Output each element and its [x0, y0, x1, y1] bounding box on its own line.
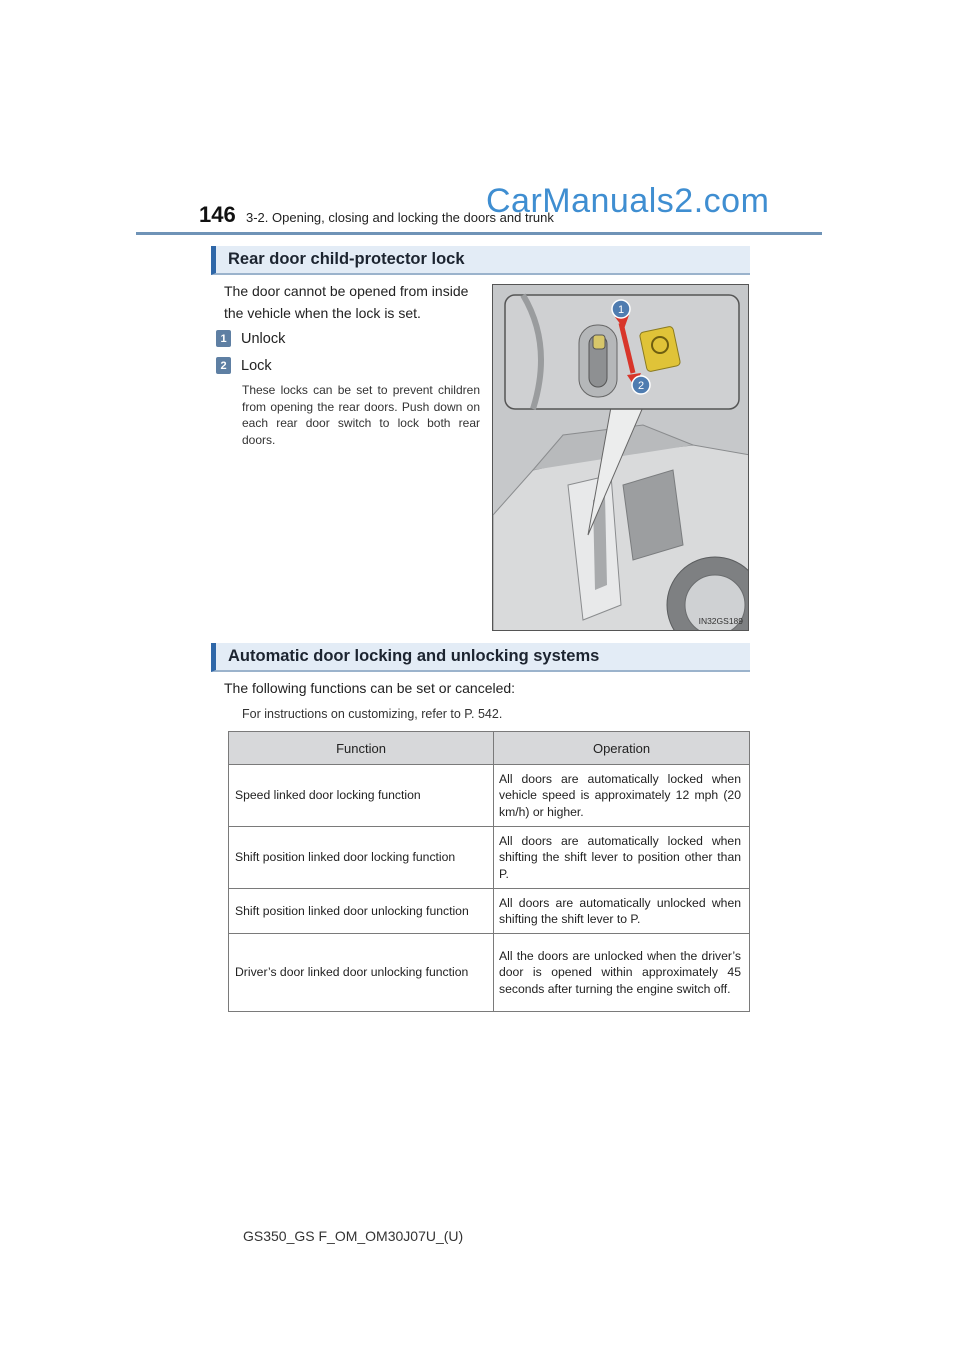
function-cell: Shift position linked door locking function: [229, 827, 494, 889]
list-item-lock: [216, 357, 272, 374]
operation-cell: All the doors are unlocked when the driver’s door is opened within approximately 45 seconds after turning the engine switch off.: [494, 934, 750, 1012]
child-lock-illustration: [492, 284, 749, 631]
header-function: Function: [229, 732, 494, 765]
functions-table: [228, 731, 750, 1012]
chapter-title: 3-2. Opening, closing and locking the doors and trunk: [246, 210, 554, 225]
child-lock-intro: The door cannot be opened from inside the vehicle when the lock is set.: [224, 283, 469, 321]
watermark: CarManuals2.com: [486, 182, 770, 220]
list-item-unlock: [216, 330, 285, 347]
function-cell: Shift position linked door unlocking function: [229, 889, 494, 934]
section-header-auto-lock: Automatic door locking and unlocking systems: [211, 643, 750, 672]
function-cell: Driver’s door linked door unlocking function: [229, 934, 494, 1012]
page-number: 146: [199, 202, 236, 227]
child-lock-note: These locks can be set to prevent children from opening the rear doors. Push down on each rear door switch to lock both rear doors.: [242, 383, 480, 447]
callout-1-label: 1: [617, 304, 625, 316]
operation-cell: All doors are automatically unlocked when shifting the shift lever to P.: [494, 889, 750, 934]
function-cell: Speed linked door locking function: [229, 765, 494, 827]
item-label-lock: Lock: [241, 357, 272, 374]
item-marker-1: 1: [216, 330, 231, 347]
callout-2-label: 2: [637, 380, 645, 392]
operation-cell: All doors are automatically locked when shifting the shift lever to position other than P.: [494, 827, 750, 889]
table-row: [229, 765, 750, 827]
section-header-child-lock: Rear door child-protector lock: [211, 246, 750, 275]
car-door-drawing: [493, 285, 749, 631]
header-operation: Operation: [494, 732, 750, 765]
table-row: [229, 827, 750, 889]
auto-lock-intro: The following functions can be set or canceled:: [224, 680, 516, 696]
table-row: [229, 889, 750, 934]
header-rule: [136, 232, 822, 235]
item-marker-2: 2: [216, 357, 231, 374]
customize-note: For instructions on customizing, refer to P. 542.: [242, 707, 503, 721]
table-row: [229, 934, 750, 1012]
item-label-unlock: Unlock: [241, 330, 286, 347]
illustration-code: IN32GS189: [698, 616, 743, 626]
document-code: GS350_GS F_OM_OM30J07U_(U): [243, 1228, 464, 1244]
operation-cell: All doors are automatically locked when vehicle speed is approximately 12 mph (20 km/h) or higher.: [494, 765, 750, 827]
table-header-row: [229, 732, 750, 765]
